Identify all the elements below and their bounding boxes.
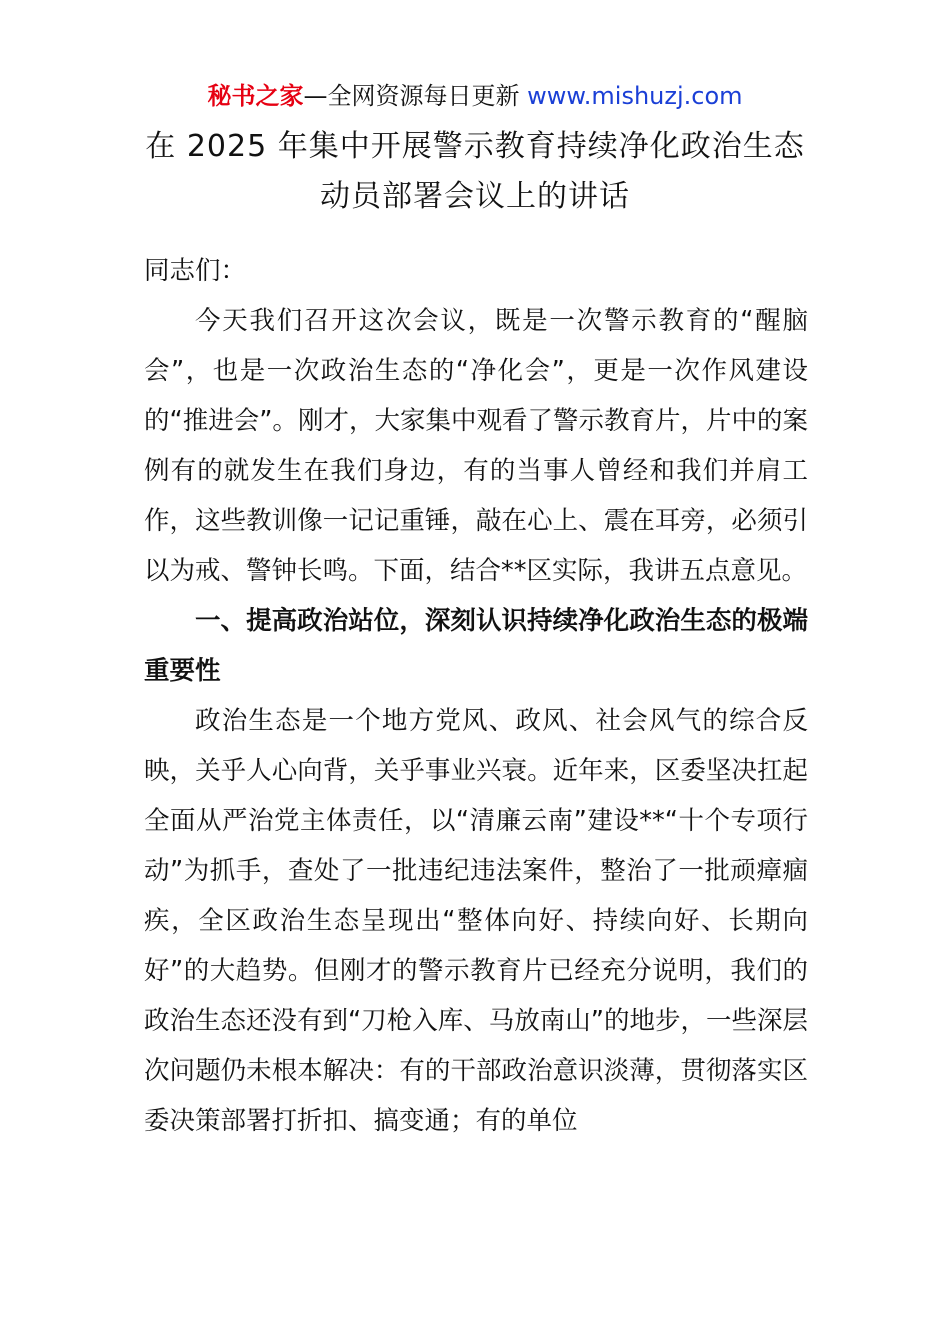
site-brand: 秘书之家	[207, 82, 304, 110]
site-url-link[interactable]: www.mishuzj.com	[527, 82, 743, 110]
paragraph-opening: 今天我们召开这次会议，既是一次警示教育的“醒脑会”，也是一次政治生态的“净化会”，更是一次作风建设的“推进会”。刚才，大家集中观看了警示教育片，片中的案例有的就发生在我们身边，有的当事人曾经和我们并肩工作，这些教训像一记记重锤，敲在心上、震在耳旁，必须引以为戒、警钟长鸣。下面，结合**区实际，我讲五点意见。	[144, 306, 808, 586]
paragraph-section-1: 政治生态是一个地方党风、政风、社会风气的综合反映，关乎人心向背，关乎事业兴衰。近年来，区委坚决扛起全面从严治党主体责任，以“清廉云南”建设**“十个专项行动”为抓手，查处了一批违纪违法案件，整治了一批顽瘴痼疾，全区政治生态呈现出“整体向好、持续向好、长期向好”的大趋势。但刚才的警示教育片已经充分说明，我们的政治生态还没有到“刀枪入库、马放南山”的地步，一些深层次问题仍未根本解决：有的干部政治意识淡薄，贯彻落实区委决策部署打折扣、搞变通；有的单位	[144, 706, 808, 1136]
section-heading-1: 一、提高政治站位，深刻认识持续净化政治生态的极端重要性	[144, 606, 808, 686]
site-header	[0, 78, 950, 114]
document-title-line-1: 在 2025 年集中开展警示教育持续净化政治生态	[145, 129, 805, 164]
site-tagline: —全网资源每日更新	[303, 82, 520, 110]
document-title-line-2: 动员部署会议上的讲话	[320, 179, 630, 214]
document-body	[144, 246, 808, 1146]
salutation: 同志们：	[144, 256, 247, 286]
